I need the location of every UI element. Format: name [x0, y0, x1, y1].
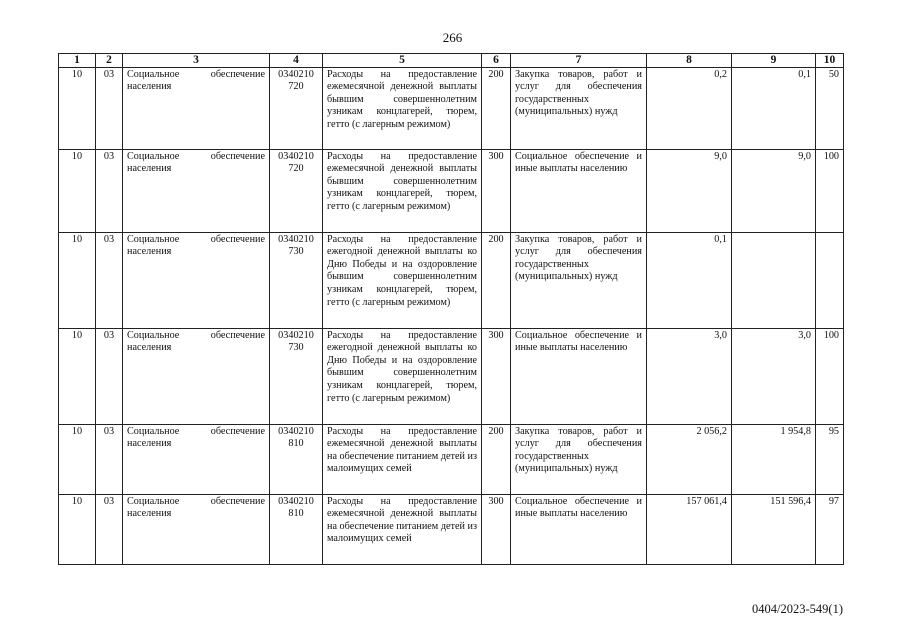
- expense-type-code: 200: [482, 67, 511, 149]
- execution-percent: 100: [816, 149, 844, 232]
- column-header: 8: [647, 54, 732, 68]
- subsection-code: 03: [96, 328, 123, 424]
- section-name: Социальное обеспечение населения: [123, 149, 270, 232]
- execution-percent: 97: [816, 494, 844, 564]
- table-row: [59, 328, 844, 424]
- expense-type-name: Социальное обеспечение и иные выплаты населению: [511, 328, 647, 424]
- amount-executed: 151 596,4: [732, 494, 816, 564]
- amount-executed: 1 954,8: [732, 424, 816, 494]
- column-header: 10: [816, 54, 844, 68]
- table-row: [59, 494, 844, 564]
- column-header: 3: [123, 54, 270, 68]
- amount-executed: 9,0: [732, 149, 816, 232]
- target-article: 0340210 730: [270, 328, 323, 424]
- expense-type-code: 200: [482, 232, 511, 328]
- amount-planned: 2 056,2: [647, 424, 732, 494]
- section-code: 10: [59, 494, 96, 564]
- expense-type-name: Закупка товаров, работ и услуг для обеспечения государственных (муниципальных) нужд: [511, 424, 647, 494]
- execution-percent: [816, 232, 844, 328]
- section-code: 10: [59, 149, 96, 232]
- table-row: [59, 232, 844, 328]
- page-number: 266: [442, 30, 463, 45]
- article-name: Расходы на предоставление ежегодной денежной выплаты ко Дню Победы и на оздоровление бывшим совершеннолетним узникам концлагерей, тюрем, гетто (с лагерным режимом): [323, 232, 482, 328]
- column-header: 6: [482, 54, 511, 68]
- execution-percent: 50: [816, 67, 844, 149]
- header-row: [59, 54, 844, 68]
- section-name: Социальное обеспечение населения: [123, 328, 270, 424]
- amount-executed: 0,1: [732, 67, 816, 149]
- column-header: 9: [732, 54, 816, 68]
- expense-type-name: Социальное обеспечение и иные выплаты населению: [511, 149, 647, 232]
- subsection-code: 03: [96, 67, 123, 149]
- target-article: 0340210 810: [270, 424, 323, 494]
- subsection-code: 03: [96, 232, 123, 328]
- expense-type-code: 300: [482, 328, 511, 424]
- expense-type-code: 300: [482, 149, 511, 232]
- section-name: Социальное обеспечение населения: [123, 67, 270, 149]
- target-article: 0340210 720: [270, 149, 323, 232]
- execution-percent: 95: [816, 424, 844, 494]
- target-article: 0340210 720: [270, 67, 323, 149]
- table-row: [59, 67, 844, 149]
- column-header: 2: [96, 54, 123, 68]
- expense-type-code: 200: [482, 424, 511, 494]
- target-article: 0340210 730: [270, 232, 323, 328]
- amount-planned: 9,0: [647, 149, 732, 232]
- amount-executed: [732, 232, 816, 328]
- section-name: Социальное обеспечение населения: [123, 494, 270, 564]
- subsection-code: 03: [96, 424, 123, 494]
- amount-planned: 0,2: [647, 67, 732, 149]
- amount-planned: 157 061,4: [647, 494, 732, 564]
- amount-planned: 3,0: [647, 328, 732, 424]
- article-name: Расходы на предоставление ежемесячной денежной выплаты на обеспечение питанием детей из малоимущих семей: [323, 424, 482, 494]
- table-row: [59, 424, 844, 494]
- section-code: 10: [59, 328, 96, 424]
- column-header: 5: [323, 54, 482, 68]
- table-row: [59, 149, 844, 232]
- expense-type-name: Закупка товаров, работ и услуг для обеспечения государственных (муниципальных) нужд: [511, 67, 647, 149]
- section-name: Социальное обеспечение населения: [123, 424, 270, 494]
- execution-percent: 100: [816, 328, 844, 424]
- subsection-code: 03: [96, 494, 123, 564]
- expense-type-name: Закупка товаров, работ и услуг для обеспечения государственных (муниципальных) нужд: [511, 232, 647, 328]
- column-header: 4: [270, 54, 323, 68]
- budget-table: [58, 53, 844, 565]
- section-name: Социальное обеспечение населения: [123, 232, 270, 328]
- section-code: 10: [59, 424, 96, 494]
- section-code: 10: [59, 67, 96, 149]
- document-code: 0404/2023-549(1): [752, 602, 843, 616]
- expense-type-code: 300: [482, 494, 511, 564]
- article-name: Расходы на предоставление ежегодной денежной выплаты ко Дню Победы и на оздоровление бывшим совершеннолетним узникам концлагерей, тюрем, гетто (с лагерным режимом): [323, 328, 482, 424]
- subsection-code: 03: [96, 149, 123, 232]
- amount-executed: 3,0: [732, 328, 816, 424]
- column-header: 7: [511, 54, 647, 68]
- column-header: 1: [59, 54, 96, 68]
- target-article: 0340210 810: [270, 494, 323, 564]
- section-code: 10: [59, 232, 96, 328]
- article-name: Расходы на предоставление ежемесячной денежной выплаты бывшим совершеннолетним узникам концлагерей, тюрем, гетто (с лагерным режимом): [323, 149, 482, 232]
- article-name: Расходы на предоставление ежемесячной денежной выплаты на обеспечение питанием детей из малоимущих семей: [323, 494, 482, 564]
- amount-planned: 0,1: [647, 232, 732, 328]
- article-name: Расходы на предоставление ежемесячной денежной выплаты бывшим совершеннолетним узникам концлагерей, тюрем, гетто (с лагерным режимом): [323, 67, 482, 149]
- expense-type-name: Социальное обеспечение и иные выплаты населению: [511, 494, 647, 564]
